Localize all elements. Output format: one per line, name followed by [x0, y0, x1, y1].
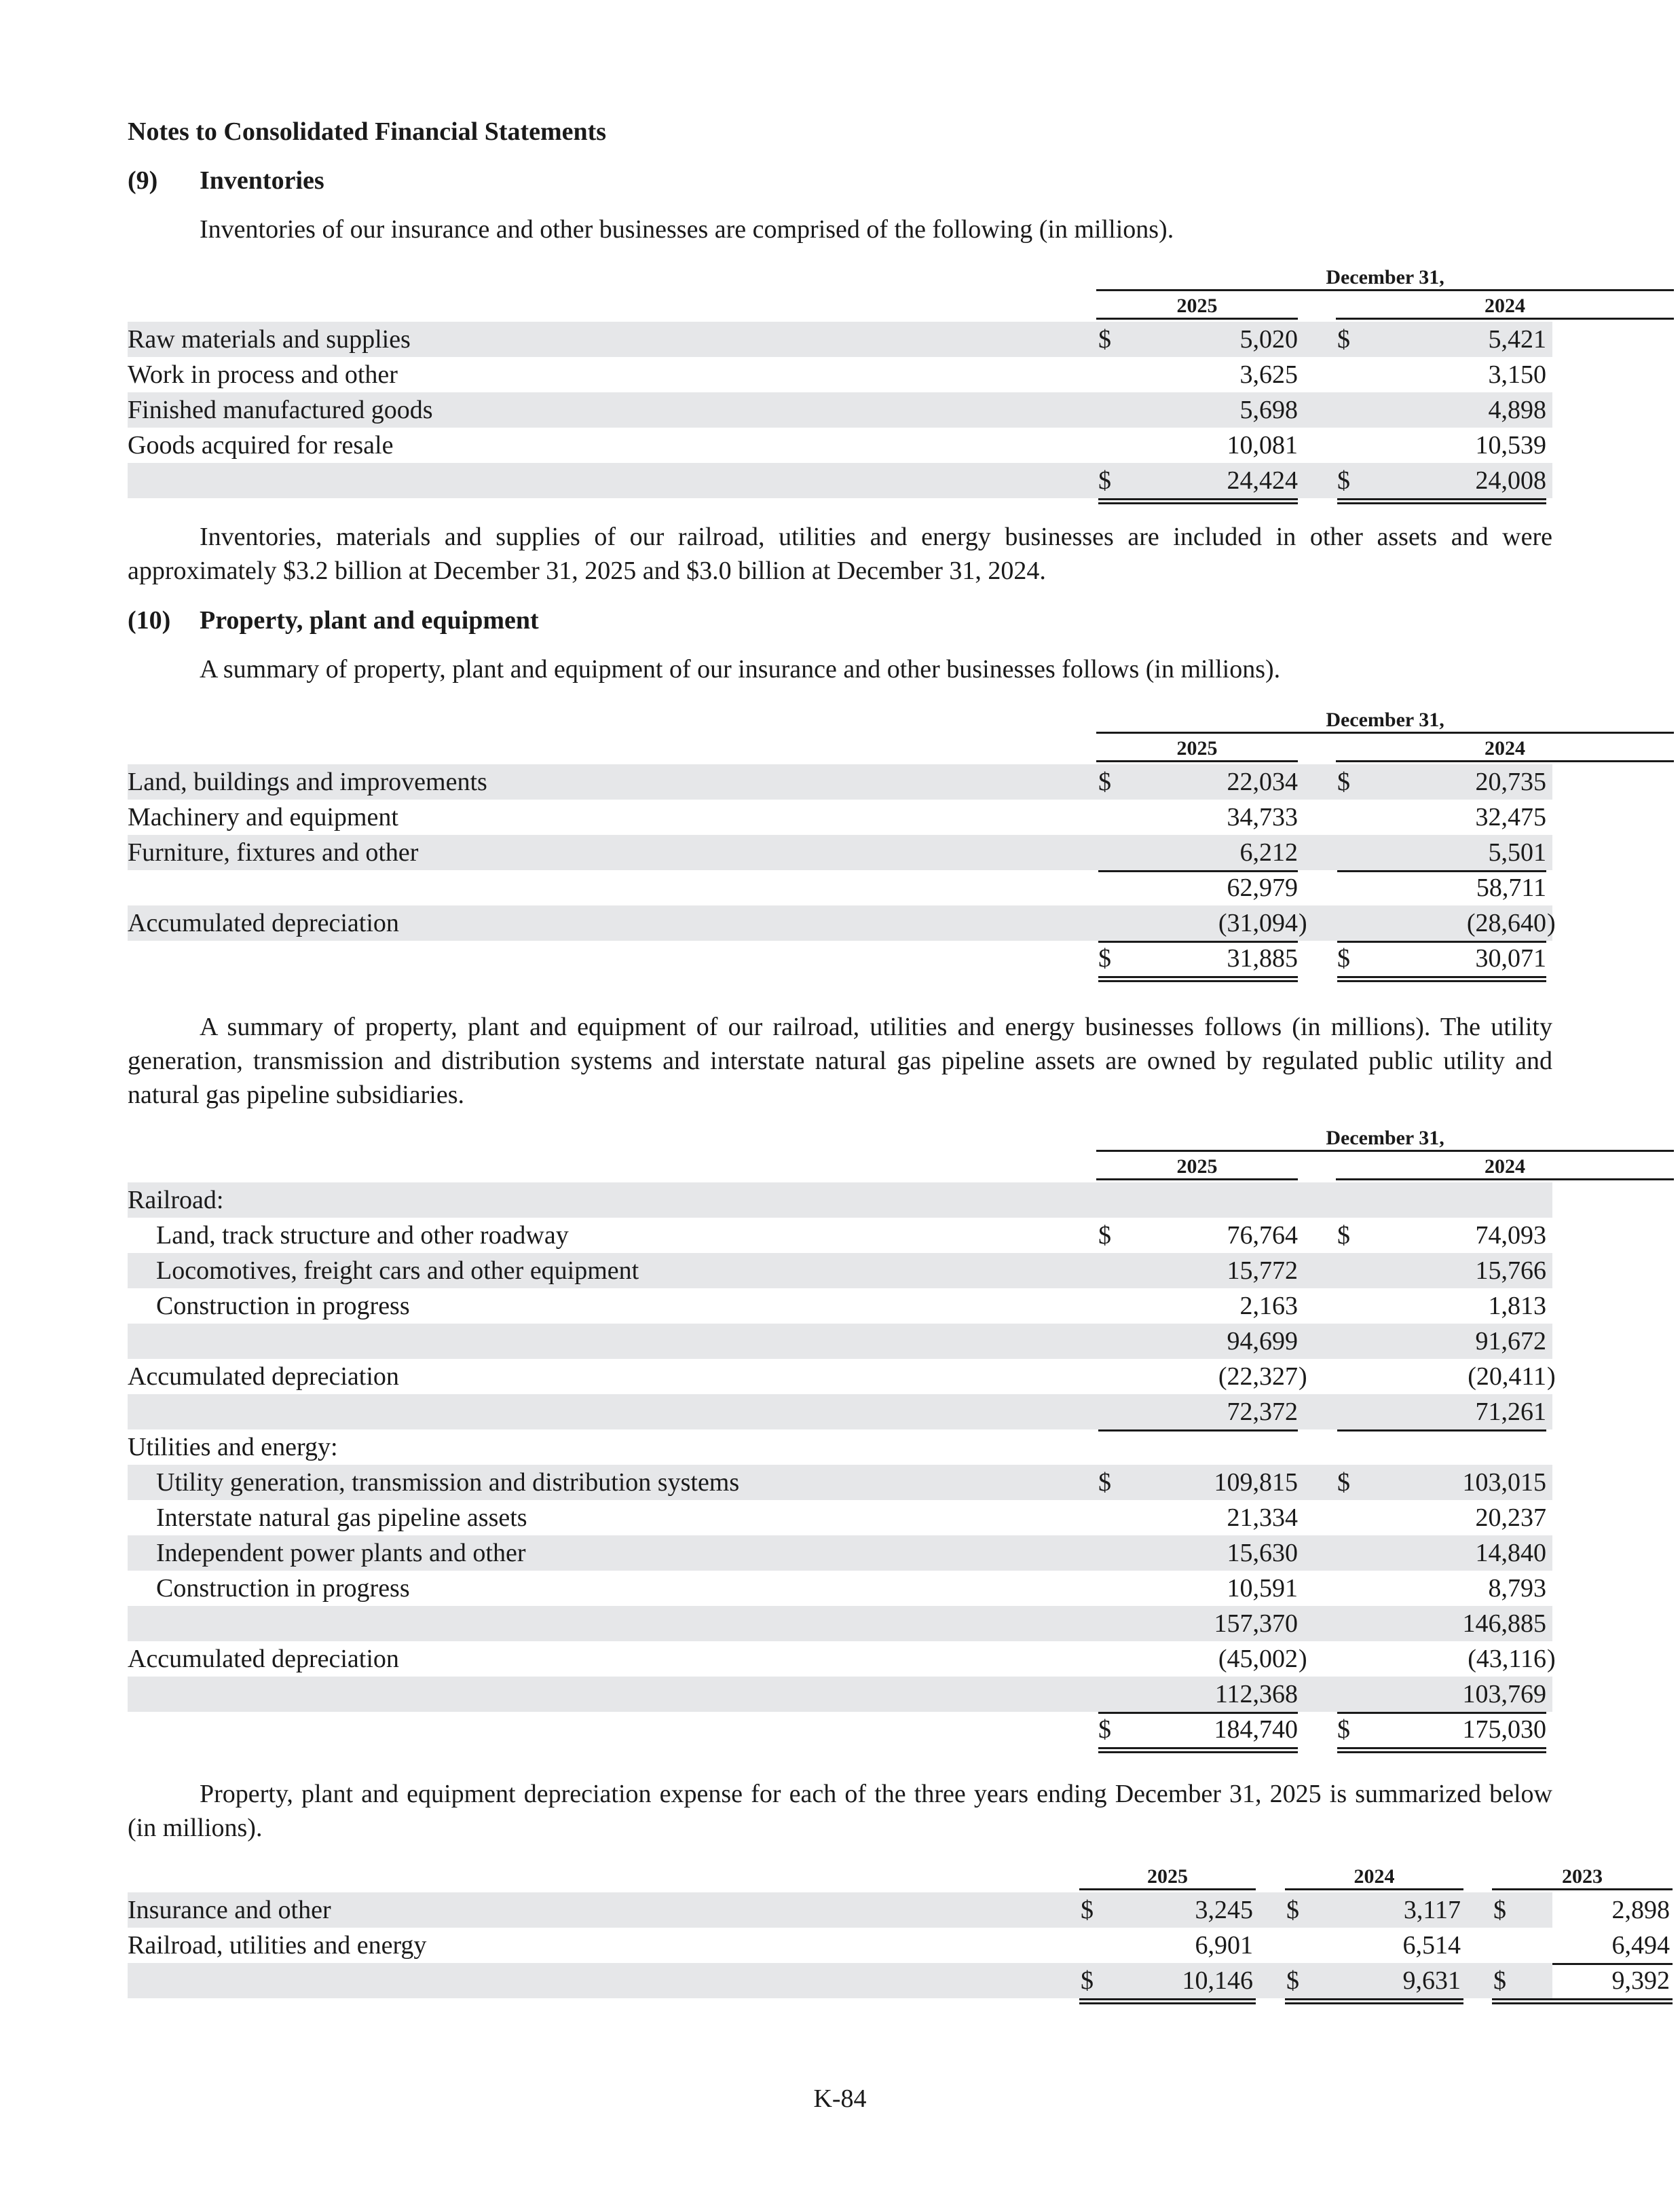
- date-header: December 31,: [1096, 266, 1674, 291]
- dollar-sign: $: [1098, 944, 1111, 973]
- section-10-number: (10): [128, 606, 171, 635]
- value-2024: 5,501: [1488, 838, 1546, 867]
- row-label: Land, track structure and other roadway: [156, 1221, 569, 1250]
- value-2023: 9,392: [1611, 1966, 1670, 1995]
- dollar-sign: $: [1098, 1715, 1111, 1744]
- section-9-intro: Inventories of our insurance and other businesses are comprised of the following (in millions).: [200, 215, 1174, 244]
- section-10-title: Property, plant and equipment: [200, 606, 539, 635]
- value-2024: 10,539: [1475, 431, 1546, 460]
- value-2025: 15,630: [1227, 1539, 1298, 1567]
- dollar-sign: $: [1098, 1221, 1111, 1250]
- dollar-sign: $: [1286, 1896, 1299, 1924]
- row-label: Accumulated depreciation: [128, 909, 399, 937]
- section-9-heading: [128, 166, 324, 195]
- dollar-sign: $: [1493, 1896, 1506, 1924]
- year-header-2024: 2024: [1285, 1865, 1463, 1890]
- depreciation-year-headers: [128, 1865, 1603, 1892]
- row-label: Interstate natural gas pipeline assets: [156, 1503, 527, 1532]
- table-row: [128, 1892, 1670, 1928]
- value-2025: 5,020: [1239, 325, 1298, 354]
- value-2025: 24,424: [1227, 466, 1298, 495]
- table-row: [128, 392, 1552, 428]
- dollar-sign: $: [1098, 466, 1111, 495]
- value-2024: 91,672: [1475, 1327, 1546, 1355]
- row-label: Accumulated depreciation: [128, 1645, 399, 1673]
- value-2025: 76,764: [1227, 1221, 1298, 1250]
- value-2025: 31,885: [1227, 944, 1298, 973]
- value-2025: 72,372: [1227, 1398, 1298, 1426]
- dollar-sign: $: [1337, 944, 1350, 973]
- value-2024: (28,640: [1466, 909, 1546, 937]
- row-label: Insurance and other: [128, 1896, 331, 1924]
- dollar-sign: $: [1337, 325, 1350, 354]
- table-row: [128, 1253, 1552, 1288]
- value-2024: 6,514: [1402, 1931, 1461, 1960]
- value-2024: 8,793: [1488, 1574, 1546, 1603]
- table-row: [128, 357, 1552, 392]
- table-row: [128, 428, 1552, 463]
- value-2025: 6,212: [1239, 838, 1298, 867]
- section-9-title: Inventories: [200, 166, 324, 195]
- ppe-railroad-intro: A summary of property, plant and equipment of our railroad, utilities and energy businesses follows (in millions). The utility generation, transmission and distribution systems and interstate natural gas pipeline assets are owned by regulated public utility and natural gas pipeline subsidiaries.: [128, 1013, 1552, 1109]
- row-label: Work in process and other: [128, 360, 398, 389]
- row-label: Accumulated depreciation: [128, 1362, 399, 1391]
- value-2025: 157,370: [1214, 1609, 1298, 1638]
- table-row: [128, 1928, 1670, 1963]
- table-row: [128, 800, 1552, 835]
- value-2025: 21,334: [1227, 1503, 1298, 1532]
- dollar-sign: $: [1286, 1966, 1299, 1995]
- value-2024: 5,421: [1488, 325, 1546, 354]
- value-2024: 20,735: [1475, 768, 1546, 796]
- value-2025: 10,081: [1227, 431, 1298, 460]
- dollar-sign: $: [1337, 1468, 1350, 1497]
- value-2024: 32,475: [1475, 803, 1546, 831]
- dollar-sign: $: [1337, 768, 1350, 796]
- dollar-sign: $: [1493, 1966, 1506, 1995]
- value-2025: 22,034: [1227, 768, 1298, 796]
- value-2025: 34,733: [1227, 803, 1298, 831]
- close-paren: ): [1299, 1645, 1307, 1673]
- row-label: Utilities and energy:: [128, 1433, 338, 1461]
- table-row: [128, 1963, 1670, 1998]
- value-2025: 10,146: [1182, 1966, 1253, 1995]
- value-2025: 62,979: [1227, 874, 1298, 902]
- row-label: Machinery and equipment: [128, 803, 398, 831]
- table-row: [128, 1218, 1552, 1253]
- year-header-2024: 2024: [1336, 737, 1674, 762]
- value-2025: 2,163: [1239, 1292, 1298, 1320]
- table-row: [128, 870, 1552, 905]
- table-row: [128, 322, 1552, 357]
- table-row: [128, 1429, 1552, 1465]
- value-2024: 103,769: [1462, 1680, 1546, 1708]
- year-header-2025: 2025: [1079, 1865, 1256, 1890]
- dollar-sign: $: [1098, 768, 1111, 796]
- value-2024: 71,261: [1475, 1398, 1546, 1426]
- close-paren: ): [1299, 1362, 1307, 1391]
- value-2023: 6,494: [1611, 1931, 1670, 1960]
- table-row: [128, 1641, 1556, 1677]
- row-label: Construction in progress: [156, 1574, 410, 1603]
- section-10-heading: [128, 605, 539, 635]
- table-row: [128, 1606, 1552, 1641]
- value-2025: 109,815: [1214, 1468, 1298, 1497]
- close-paren: ): [1299, 909, 1307, 937]
- row-label: Land, buildings and improvements: [128, 768, 487, 796]
- row-label: Railroad:: [128, 1186, 224, 1214]
- table-row: [128, 1359, 1556, 1394]
- row-label: Construction in progress: [156, 1292, 410, 1320]
- table-row: [128, 835, 1552, 870]
- table-row: [128, 463, 1552, 498]
- page-number: K-84: [813, 2084, 867, 2113]
- value-2025: 10,591: [1227, 1574, 1298, 1603]
- value-2024: 14,840: [1475, 1539, 1546, 1567]
- table-row: [128, 1500, 1552, 1535]
- value-2024: 74,093: [1475, 1221, 1546, 1250]
- year-header-2025: 2025: [1096, 737, 1298, 762]
- value-2025: 112,368: [1214, 1680, 1298, 1708]
- value-2024: 58,711: [1476, 874, 1546, 902]
- page-title: Notes to Consolidated Financial Statements: [128, 117, 607, 146]
- table-row: [128, 1571, 1552, 1606]
- value-2025: 184,740: [1214, 1715, 1298, 1744]
- table-row: [128, 1394, 1552, 1429]
- value-2024: (43,116: [1468, 1645, 1546, 1673]
- value-2024: 20,237: [1475, 1503, 1546, 1532]
- section-10-intro: A summary of property, plant and equipment of our insurance and other businesses follows (in millions).: [200, 655, 1281, 684]
- table-row: [128, 1535, 1552, 1571]
- value-2025: 15,772: [1227, 1256, 1298, 1285]
- table-row: [128, 1182, 1552, 1218]
- dollar-sign: $: [1098, 1468, 1111, 1497]
- table-row: [128, 1288, 1552, 1324]
- close-paren: ): [1547, 909, 1556, 937]
- dollar-sign: $: [1081, 1896, 1094, 1924]
- date-header: December 31,: [1096, 1127, 1674, 1152]
- table-row: [128, 905, 1556, 941]
- value-2024: 103,015: [1462, 1468, 1546, 1497]
- year-header-2025: 2025: [1096, 1155, 1298, 1180]
- table-row: [128, 1324, 1552, 1359]
- row-label: Locomotives, freight cars and other equipment: [156, 1256, 639, 1285]
- depreciation-intro: Property, plant and equipment depreciation expense for each of the three years ending December 31, 2025 is summarized below (in millions).: [128, 1780, 1552, 1842]
- row-label: Finished manufactured goods: [128, 396, 433, 424]
- dollar-sign: $: [1337, 1221, 1350, 1250]
- value-2024: 175,030: [1462, 1715, 1546, 1744]
- row-label: Independent power plants and other: [156, 1539, 526, 1567]
- year-header-2024: 2024: [1336, 1155, 1674, 1180]
- value-2023: 2,898: [1611, 1896, 1670, 1924]
- value-2025: 3,625: [1239, 360, 1298, 389]
- value-2025: (45,002: [1218, 1645, 1298, 1673]
- value-2024: 9,631: [1402, 1966, 1461, 1995]
- value-2024: 1,813: [1488, 1292, 1546, 1320]
- inventories-note: Inventories, materials and supplies of our railroad, utilities and energy businesses are included in other assets and were approximately $3.2 billion at December 31, 2025 and $3.0 billion at December 31, 2024.: [128, 523, 1552, 585]
- value-2025: 6,901: [1195, 1931, 1253, 1960]
- value-2024: 3,117: [1403, 1896, 1461, 1924]
- year-header-2025: 2025: [1096, 295, 1298, 320]
- year-header-2023: 2023: [1492, 1865, 1673, 1890]
- year-header-2024: 2024: [1336, 295, 1674, 320]
- table-row: [128, 1465, 1552, 1500]
- value-2024: 4,898: [1488, 396, 1546, 424]
- section-9-number: (9): [128, 166, 158, 195]
- row-label: Goods acquired for resale: [128, 431, 394, 460]
- table-row: [128, 764, 1552, 800]
- close-paren: ): [1547, 1645, 1556, 1673]
- value-2024: (20,411: [1468, 1362, 1546, 1391]
- row-label: Raw materials and supplies: [128, 325, 411, 354]
- value-2025: 3,245: [1195, 1896, 1253, 1924]
- value-2025: (31,094: [1218, 909, 1298, 937]
- row-label: Utility generation, transmission and distribution systems: [156, 1468, 740, 1497]
- value-2024: 30,071: [1475, 944, 1546, 973]
- row-label: Railroad, utilities and energy: [128, 1931, 427, 1960]
- table-row: [128, 1712, 1552, 1747]
- value-2024: 24,008: [1475, 466, 1546, 495]
- value-2025: 94,699: [1227, 1327, 1298, 1355]
- table-row: [128, 1677, 1552, 1712]
- table-row: [128, 941, 1552, 976]
- dollar-sign: $: [1081, 1966, 1094, 1995]
- value-2025: (22,327: [1218, 1362, 1298, 1391]
- dollar-sign: $: [1337, 1715, 1350, 1744]
- value-2024: 3,150: [1488, 360, 1546, 389]
- value-2025: 5,698: [1239, 396, 1298, 424]
- row-label: Furniture, fixtures and other: [128, 838, 419, 867]
- value-2024: 146,885: [1462, 1609, 1546, 1638]
- value-2024: 15,766: [1475, 1256, 1546, 1285]
- dollar-sign: $: [1337, 466, 1350, 495]
- date-header: December 31,: [1096, 709, 1674, 734]
- dollar-sign: $: [1098, 325, 1111, 354]
- close-paren: ): [1547, 1362, 1556, 1391]
